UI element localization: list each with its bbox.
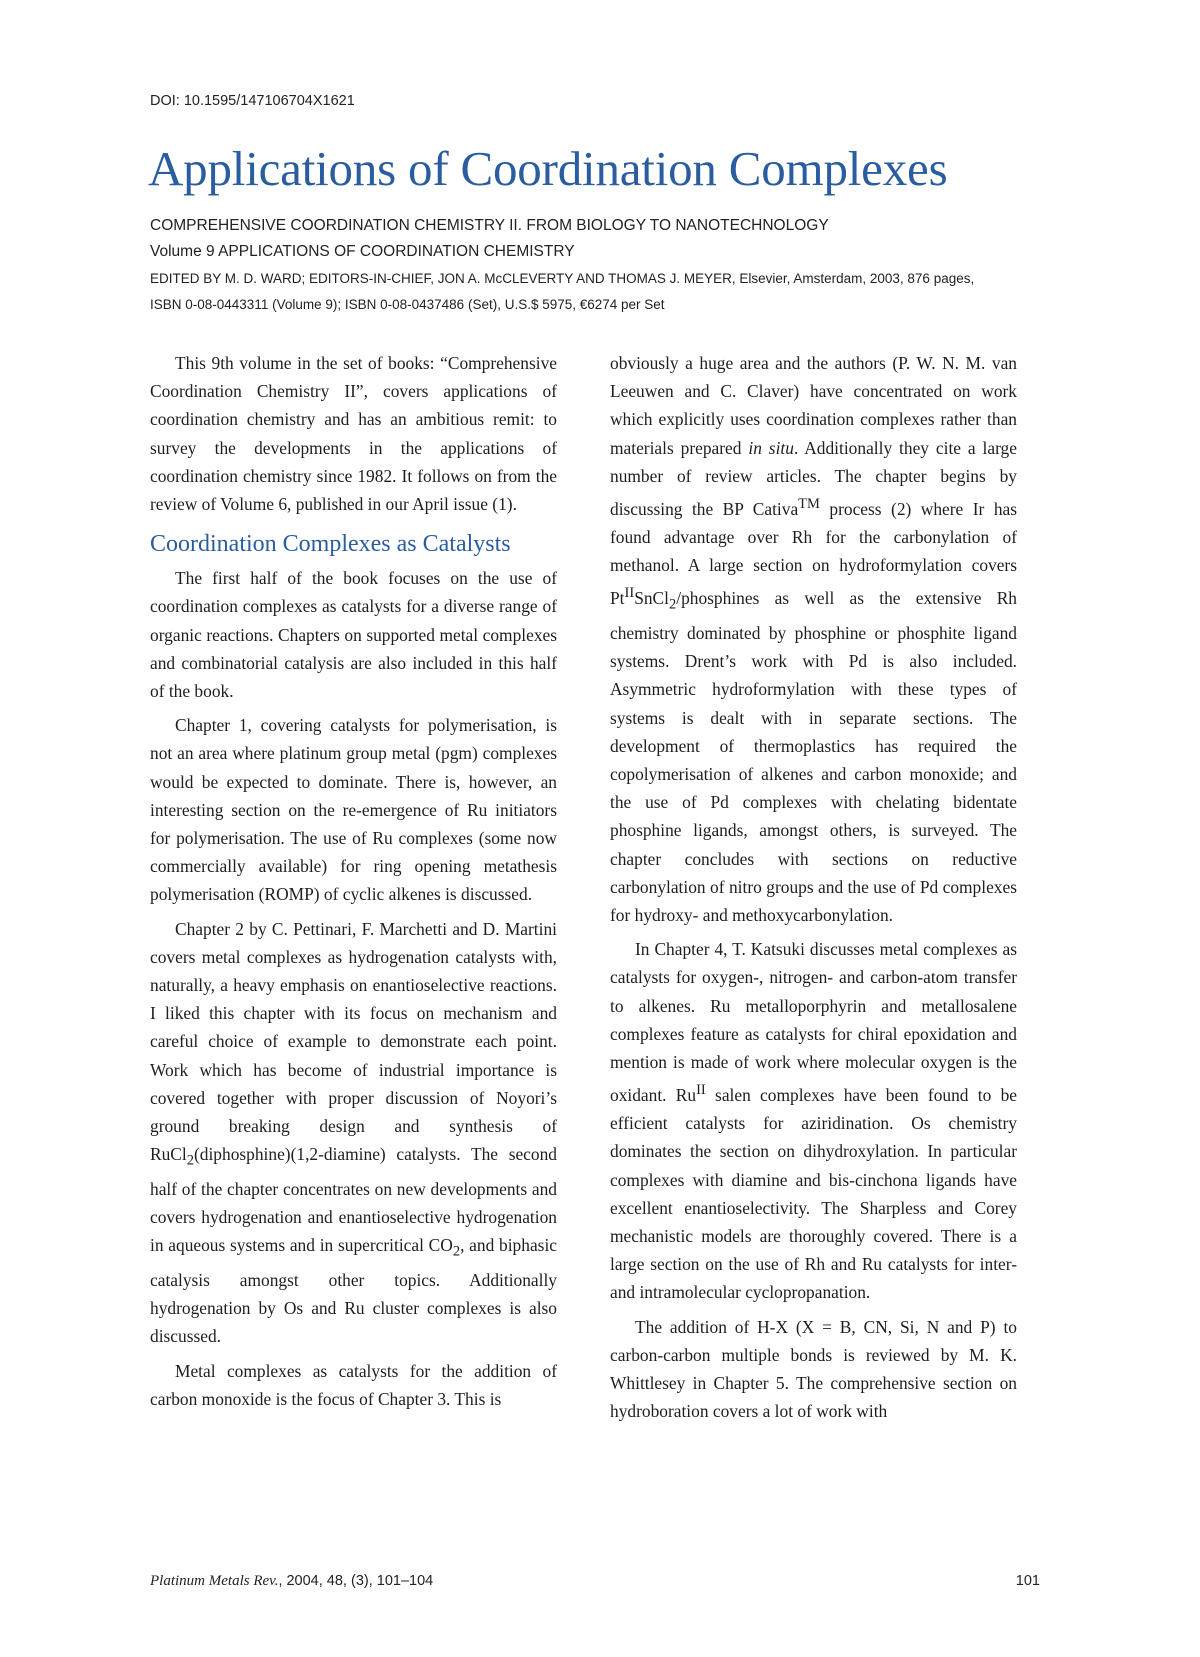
footer-citation <box>150 1573 433 1590</box>
text-run: , and biphasic catalysis amongst other topics. Additionally hydrogenation by Os and Ru cluster complexes is also discussed. <box>150 1235 557 1347</box>
book-isbn: ISBN 0-08-0443311 (Volume 9); ISBN 0-08-0437486 (Set), U.S.$ 5975, €6274 per Set <box>150 297 665 312</box>
page-title: Applications of Coordination Complexes <box>148 141 948 196</box>
text-run: process (2) where Ir has found advantage over Rh for the carbonylation of methanol. A large section on hydroformylation covers Pt <box>610 498 1017 609</box>
italic-text: in situ <box>748 437 794 458</box>
book-volume: Volume 9 APPLICATIONS OF COORDINATION CHEMISTRY <box>150 243 575 260</box>
text-run: (diphosphine)(1,2-diamine) catalysts. The second half of the chapter concentrates on new developments and covers hydrogenation and enantioselective hydrogenation in aqueous systems and in supercritical CO <box>150 1144 557 1256</box>
citation-details: , 2004, 48, (3), 101–104 <box>278 1573 434 1589</box>
book-editors: EDITED BY M. D. WARD; EDITORS-IN-CHIEF, JON A. McCLEVERTY AND THOMAS J. MEYER, Elsevier, Amsterdam, 2003, 876 pages, <box>150 271 975 286</box>
text-run: In Chapter 4, T. Katsuki discusses metal complexes as catalysts for oxygen-, nitrogen- and carbon-atom transfer to alkenes. Ru metalloporphyrin and metallosalene complexes feature as catalysts for chiral epoxidation and mention is made of work where molecular oxygen is the oxidant. Ru <box>610 939 1017 1105</box>
paragraph: Metal complexes as catalysts for the addition of carbon monoxide is the focus of Chapter 3. This is <box>150 1360 557 1409</box>
subscript: 2 <box>452 1243 461 1260</box>
text-run: SnCl <box>634 588 669 609</box>
right-column <box>610 349 1017 1431</box>
subscript: 2 <box>186 1152 194 1169</box>
text-run: salen complexes have been found to be efficient catalysts for aziridination. Os chemistry dominates the section on dihydroxylation. In particular complexes with diamine and bis-cinchona ligands have excellent enantioselectivity. The Sharpless and Corey mechanistic models are thoroughly covered. There is a large section on the use of Rh and Ru catalysts for inter- and intramolecular cyclopropanation. <box>610 1084 1017 1303</box>
paragraph: Chapter 1, covering catalysts for polymerisation, is not an area where platinum group metal (pgm) complexes would be expected to dominate. There is, however, an interesting section on the re-emergence of Ru initiators for polymerisation. The use of Ru complexes (some now commercially available) for ring opening metathesis polymerisation (ROMP) of cyclic alkenes is discussed. <box>150 715 557 905</box>
superscript: II <box>696 1082 706 1099</box>
page-number: 101 <box>1015 1573 1040 1589</box>
text-run: obviously a huge area and the authors (P. W. N. M. van Leeuwen and C. Claver) have concentrated on work which explicitly uses coordination complexes rather than materials prepared <box>610 353 1017 458</box>
journal-name: Platinum Metals Rev. <box>150 1573 279 1589</box>
paragraph: The first half of the book focuses on the use of coordination complexes as catalysts for a diverse range of organic reactions. Chapters on supported metal complexes and combinatorial catalysis are also included in this half of the book. <box>150 568 557 702</box>
text-run: /phosphines as well as the extensive Rh chemistry dominated by phosphine or phosphite ligand systems. Drent’s work with Pd is also included. Asymmetric hydroformylation with these types of systems is dealt with in separate sections. The development of thermoplastics has required the copolymerisation of alkenes and carbon monoxide; and the use of Pd complexes with chelating bidentate phosphine ligands, amongst others, is surveyed. The chapter concludes with sections on reductive carbonylation of nitro groups and the use of Pd complexes for hydroxy- and methoxycarbonylation. <box>610 588 1017 925</box>
paragraph: The addition of H-X (X = B, CN, Si, N and P) to carbon-carbon multiple bonds is reviewed by M. K. Whittlesey in Chapter 5. The comprehensive section on hydroboration covers a lot of work with <box>610 1316 1017 1422</box>
paragraph <box>150 915 557 1351</box>
book-series: COMPREHENSIVE COORDINATION CHEMISTRY II. FROM BIOLOGY TO NANOTECHNOLOGY <box>150 217 829 234</box>
trademark: TM <box>798 496 820 513</box>
left-column <box>150 349 557 1419</box>
intro-paragraph: This 9th volume in the set of books: “Comprehensive Coordination Chemistry II”, covers applications of coordination chemistry and has an ambitious remit: to survey the developments in the applications of coordination chemistry since 1982. It follows on from the review of Volume 6, published in our April issue (1). <box>150 353 557 515</box>
superscript: II <box>624 585 635 602</box>
paragraph <box>610 935 1017 1306</box>
text-run: Chapter 2 by C. Pettinari, F. Marchetti and D. Martini covers metal complexes as hydrogenation catalysts with, naturally, a heavy emphasis on enantioselective reactions. I liked this chapter with its focus on mechanism and careful choice of example to demonstrate each point. Work which has become of industrial importance is covered together with proper discussion of Noyori’s ground breaking design and synthesis of RuCl <box>150 918 557 1165</box>
section-heading: Coordination Complexes as Catalysts <box>150 531 511 558</box>
subscript: 2 <box>669 596 677 613</box>
paragraph <box>610 349 1017 929</box>
doi: DOI: 10.1595/147106704X1621 <box>150 93 355 109</box>
text-run: . Additionally they cite a large number of review articles. The chapter begins by discussing the BP Cativa <box>610 437 1017 519</box>
